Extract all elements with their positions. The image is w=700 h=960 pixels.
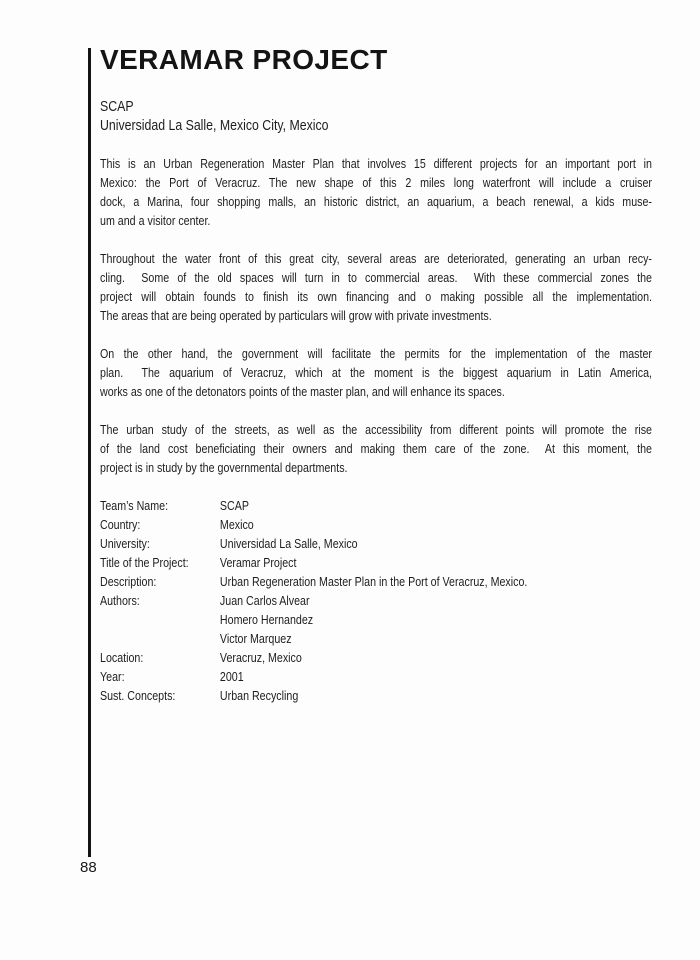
detail-row [100,572,652,591]
content-column [100,44,660,705]
detail-value: Juan Carlos Alvear [219,593,310,608]
paragraph-line: works as one of the detonators points of the master plan, and will enhance its spaces. [100,384,505,399]
detail-value: Mexico [219,517,254,532]
detail-label: Country: [100,517,141,532]
university-line: Universidad La Salle, Mexico City, Mexico [100,117,329,134]
left-vertical-rule [88,48,91,857]
paragraph-line: Mexico: the Port of Veracruz. The new shape of this 2 miles long waterfront will include a cruiser [100,175,652,190]
detail-label: Authors: [100,593,140,608]
detail-value: SCAP [219,498,250,513]
detail-row [100,496,652,515]
detail-label: Location: [100,650,144,665]
detail-row [100,515,652,534]
paragraph-line: The urban study of the streets, as well as the accessibility from different points will promote the rise [100,422,652,437]
body-paragraphs [100,154,652,477]
detail-value: Urban Recycling [219,688,299,703]
paragraph [100,344,652,401]
detail-value: Victor Marquez [219,631,292,646]
detail-row [100,629,652,648]
paragraph-line: project is in study by the governmental departments. [100,460,348,475]
detail-value: Universidad La Salle, Mexico [219,536,358,551]
detail-label: Title of the Project: [100,555,189,570]
detail-label: Description: [100,574,157,589]
team-name: SCAP [100,98,134,115]
detail-row [100,667,652,686]
paragraph [100,154,652,230]
paragraph-line: On the other hand, the government will facilitate the permits for the implementation of the master [100,346,652,361]
detail-row [100,686,652,705]
paragraph-line: cling. Some of the old spaces will turn in to commercial areas. With these commercial zones the [100,270,652,285]
paragraph [100,420,652,477]
detail-value: Veramar Project [219,555,297,570]
detail-row [100,610,652,629]
page-number: 88 [80,859,97,876]
paragraph-line: The areas that are being operated by particulars will grow with private investments. [100,308,492,323]
detail-label: Year: [100,669,125,684]
paragraph-line: project will obtain founds to finish its own financing and o making possible all the implementation. [100,289,652,304]
detail-row [100,534,652,553]
detail-row [100,648,652,667]
detail-row [100,553,652,572]
detail-label: Sust. Concepts: [100,688,176,703]
detail-label: Team’s Name: [100,498,169,513]
paragraph-line: dock, a Marina, four shopping malls, an historic district, an aquarium, a beach renewal, a kids muse- [100,194,652,209]
detail-label: University: [100,536,150,551]
paragraph-line: plan. The aquarium of Veracruz, which at the moment is the biggest aquarium in Latin America, [100,365,652,380]
detail-value: Urban Regeneration Master Plan in the Port of Veracruz, Mexico. [219,574,528,589]
detail-value: 2001 [219,669,244,684]
paragraph-line: of the land cost beneficiating their owners and making them care of the zone. At this moment, the [100,441,652,456]
paragraph-line: This is an Urban Regeneration Master Plan that involves 15 different projects for an important port in [100,156,652,171]
subtitle-block [100,97,652,135]
paragraph [100,249,652,325]
project-details-list [100,496,652,705]
paragraph-line: um and a visitor center. [100,213,211,228]
detail-row [100,591,652,610]
page-title: VERAMAR PROJECT [100,44,388,75]
paragraph-line: Throughout the water front of this great city, several areas are deteriorated, generating an urban recy- [100,251,652,266]
detail-value: Homero Hernandez [219,612,314,627]
detail-label [100,610,220,629]
detail-value: Veracruz, Mexico [219,650,302,665]
condensed-text-block [100,97,652,705]
detail-label [100,629,220,648]
